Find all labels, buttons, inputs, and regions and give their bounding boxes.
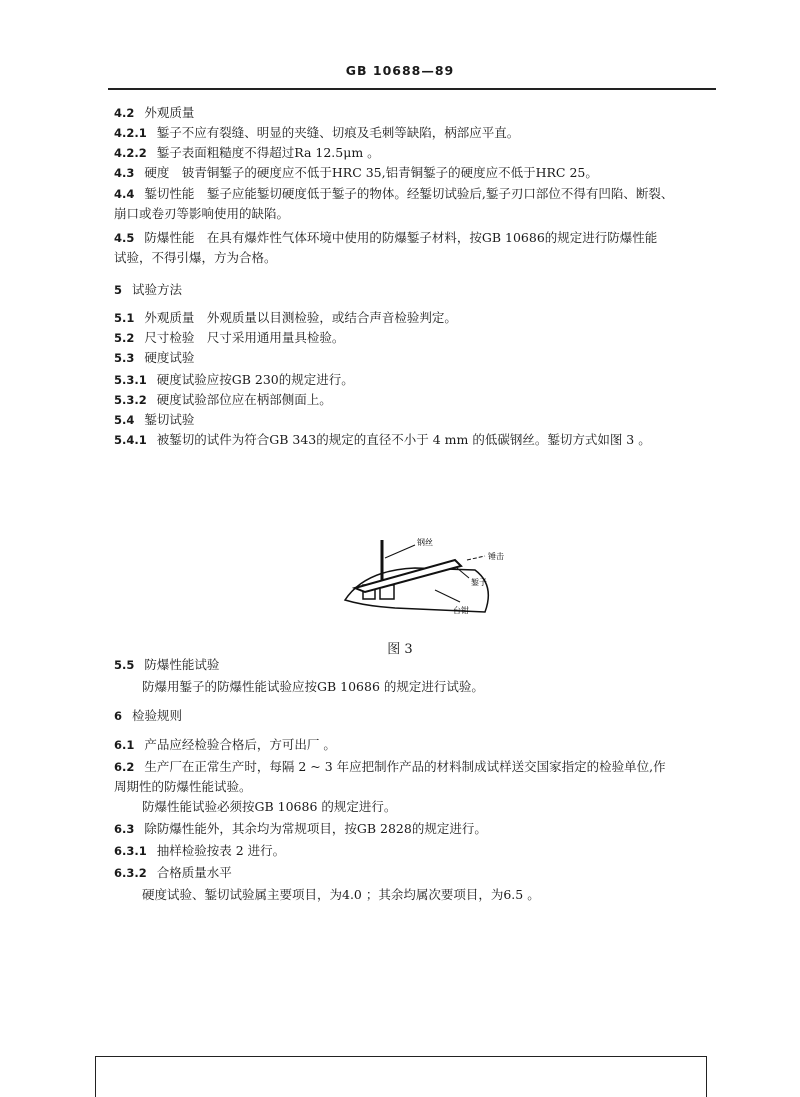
- clause-text: 被錾切的试件为符合GB 343的规定的直径不小于 4 mm 的低碳钢丝。錾切方式如图 3 。: [156, 432, 651, 447]
- label-anvil: 台钳: [453, 606, 469, 615]
- document-line: [142, 679, 484, 695]
- clause-text: 錾切性能 錾子应能錾切硬度低于錾子的物体。经錾切试验后,錾子刃口部位不得有凹陷、断裂、: [144, 186, 674, 201]
- clause-text: 试验方法: [132, 282, 183, 297]
- clause-text: 錾子表面粗糙度不得超过Ra 12.5μm 。: [156, 145, 380, 160]
- clause-number: 5.3.1: [114, 373, 147, 387]
- clause-text: 尺寸检验 尺寸采用通用量具检验。: [144, 330, 345, 345]
- clause-text: 防爆性能试验必须按GB 10686 的规定进行。: [142, 799, 397, 814]
- clause-text: 崩口或卷刃等影响使用的缺陷。: [114, 206, 290, 221]
- figure-3-chisel-diagram: [335, 530, 525, 630]
- document-line: [114, 432, 651, 448]
- clause-number: 5.1: [114, 311, 135, 325]
- document-line: [114, 206, 289, 222]
- document-line: [114, 657, 219, 673]
- document-line: [114, 250, 277, 266]
- clause-text: 硬度试验应按GB 230的规定进行。: [156, 372, 354, 387]
- clause-number: 4.4: [114, 187, 135, 201]
- document-line: [114, 821, 487, 837]
- document-line: [114, 230, 657, 246]
- document-line: [114, 737, 336, 753]
- document-line: [114, 186, 673, 202]
- clause-number: 4.2.1: [114, 126, 147, 140]
- document-line: [114, 105, 194, 121]
- clause-text: 硬度试验、錾切试验属主要项目，为4.0 ；其余均属次要项目，为6.5 。: [142, 887, 540, 902]
- clause-number: 5.4: [114, 413, 135, 427]
- header-rule: [108, 88, 716, 90]
- clause-number: 5: [114, 283, 123, 297]
- clause-number: 6.3.2: [114, 866, 147, 880]
- figure-caption: 图 3: [387, 642, 413, 657]
- document-line: [114, 779, 252, 795]
- clause-text: 硬度试验: [144, 350, 195, 365]
- document-line: [142, 887, 540, 903]
- clause-text: 除防爆性能外，其余均为常规项目，按GB 2828的规定进行。: [144, 821, 487, 836]
- document-line: [114, 310, 457, 326]
- label-chisel: 錾子: [471, 578, 487, 587]
- clause-number: 5.2: [114, 331, 135, 345]
- label-wire: 钢丝: [417, 538, 433, 547]
- clause-text: 防爆性能 在具有爆炸性气体环境中使用的防爆錾子材料，按GB 10686的规定进行防爆性能: [144, 230, 658, 245]
- clause-number: 4.2.2: [114, 146, 147, 160]
- clause-text: 检验规则: [132, 708, 183, 723]
- document-line: [114, 843, 285, 859]
- document-line: [114, 708, 182, 724]
- clause-text: 硬度 铍青铜錾子的硬度应不低于HRC 35,铝青铜錾子的硬度应不低于HRC 25。: [144, 165, 598, 180]
- document-line: [114, 865, 232, 881]
- clause-number: 6.3: [114, 822, 135, 836]
- document-line: [114, 350, 194, 366]
- clause-text: 防爆性能试验: [144, 657, 220, 672]
- clause-text: 周期性的防爆性能试验。: [114, 779, 252, 794]
- document-line: [114, 392, 332, 408]
- clause-number: 5.4.1: [114, 433, 147, 447]
- clause-number: 6.1: [114, 738, 135, 752]
- clause-text: 外观质量 外观质量以目测检验，或结合声音检验判定。: [144, 310, 457, 325]
- label-hammer: 锤击: [488, 552, 504, 561]
- clause-number: 6.2: [114, 760, 135, 774]
- clause-text: 产品应经检验合格后，方可出厂 。: [144, 737, 336, 752]
- clause-number: 6: [114, 709, 123, 723]
- clause-number: 6.3.1: [114, 844, 147, 858]
- clause-text: 抽样检验按表 2 进行。: [156, 843, 286, 858]
- clause-number: 5.3: [114, 351, 135, 365]
- document-line: [114, 282, 182, 298]
- document-header: GB 10688—89: [345, 63, 455, 78]
- clause-text: 生产厂在正常生产时，每隔 2 ~ 3 年应把制作产品的材料制成试样送交国家指定的检验单位,作: [144, 759, 666, 774]
- document-line: [114, 412, 194, 428]
- clause-number: 4.3: [114, 166, 135, 180]
- document-line: [114, 125, 519, 141]
- clause-text: 试验，不得引爆，方为合格。: [114, 250, 277, 265]
- clause-text: 外观质量: [144, 105, 195, 120]
- clause-text: 合格质量水平: [156, 865, 232, 880]
- clause-number: 4.2: [114, 106, 135, 120]
- clause-text: 硬度试验部位应在柄部侧面上。: [156, 392, 332, 407]
- document-line: [142, 799, 396, 815]
- document-line: [114, 372, 354, 388]
- clause-text: 防爆用錾子的防爆性能试验应按GB 10686 的规定进行试验。: [142, 679, 484, 694]
- document-line: [114, 165, 598, 181]
- document-line: [114, 145, 380, 161]
- clause-text: 錾切试验: [144, 412, 195, 427]
- document-line: [114, 759, 666, 775]
- chisel-shape: [355, 560, 461, 592]
- clause-text: 錾子不应有裂缝、明显的夹缝、切痕及毛刺等缺陷，柄部应平直。: [156, 125, 520, 140]
- clause-number: 4.5: [114, 231, 135, 245]
- clause-number: 5.5: [114, 658, 135, 672]
- document-line: [114, 330, 344, 346]
- clause-number: 5.3.2: [114, 393, 147, 407]
